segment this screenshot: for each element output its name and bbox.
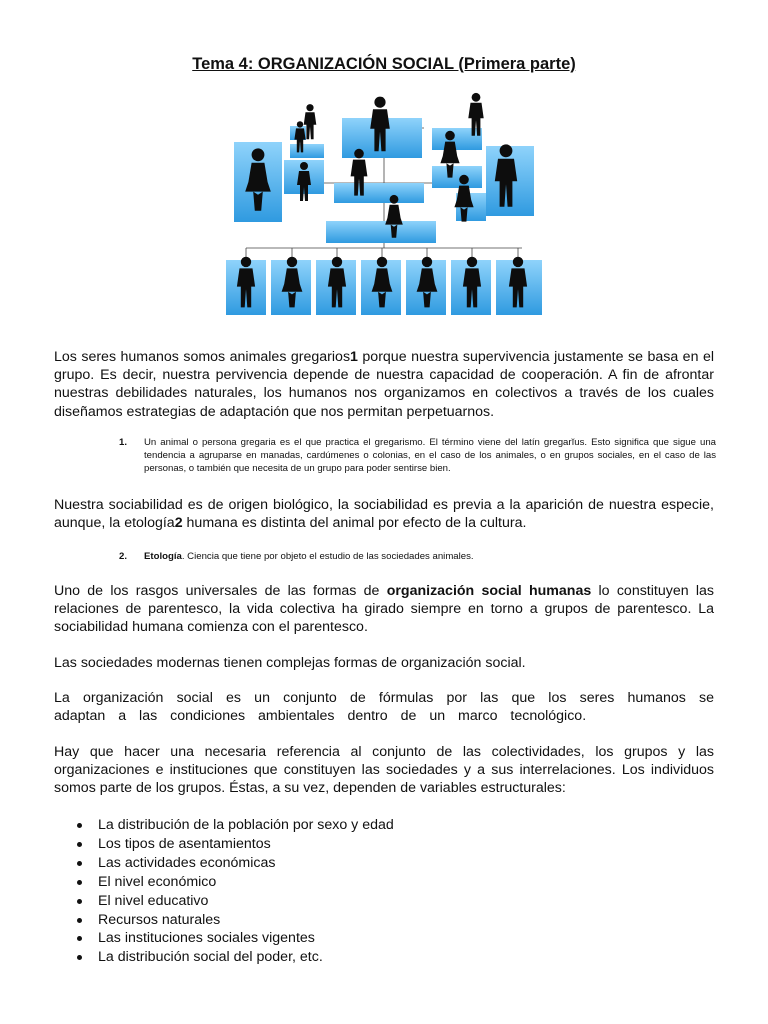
structural-variables-list bbox=[54, 816, 394, 967]
footnote-term: Etología bbox=[144, 551, 182, 562]
list-item: Los tipos de asentamientos bbox=[54, 835, 394, 854]
page-title: Tema 4: ORGANIZACIÓN SOCIAL (Primera parte) bbox=[192, 55, 576, 73]
paragraph-variables: Hay que hacer una necesaria referencia al conjunto de las colectividades, los grupos y las organizaciones e instituciones que constituyen las sociedades y a sus interrelaciones. Los individuos somos parte de los grupos. Éstas, a su vez, dependen de variables estructurales: bbox=[54, 744, 714, 797]
footnote-text: . Ciencia que tiene por objeto el estudio de las sociedades animales. bbox=[181, 551, 474, 562]
list-item: La distribución social del poder, etc. bbox=[54, 948, 394, 967]
list-item: Las actividades económicas bbox=[54, 854, 394, 873]
footnote-number: 1. bbox=[119, 437, 128, 448]
list-item: Las instituciones sociales vigentes bbox=[54, 929, 394, 948]
org-chart-illustration bbox=[204, 88, 564, 330]
paragraph-sociability: Nuestra sociabilidad es de origen biológico, la sociabilidad es previa a la aparición de nuestra especie, aunque, la etología2 humana es distinta del animal por efecto de la cultura. bbox=[54, 497, 714, 532]
paragraph-gregarious: Los seres humanos somos animales gregarios1 porque nuestra supervivencia justamente se basa en el grupo. Es decir, nuestra pervivencia depende de nuestra capacidad de cooperación. A fin de afrontar nuestras debilidades naturales, los humanos nos organizamos en colectivos a través de los cuales diseñamos estrategias de adaptación que nos permitan perpetuarnos. bbox=[54, 349, 714, 420]
list-item: El nivel económico bbox=[54, 873, 394, 892]
emphasis-social-organization: organización social humanas bbox=[386, 583, 592, 599]
footnote-ref-1: 1 bbox=[350, 349, 358, 365]
paragraph-kinship: Uno de los rasgos universales de las formas de organización social humanas lo constituyen las relaciones de parentesco, la vida colectiva ha girado siempre en torno a grupos de parentesco. La sociabilidad humana comienza con el parentesco. bbox=[54, 583, 714, 636]
footnote-text: Un animal o persona gregaria es el que practica el gregarismo. El término viene del latín gregarĭus. Esto significa que sigue una tendencia a agruparse en manadas, cardúmenes o colonias, en el caso de los animales, o en grupos sociales, en el caso de las personas, o también que necesita de un grupo para poder sentirse bien. bbox=[144, 437, 716, 474]
footnote-1 bbox=[121, 437, 716, 475]
footnote-ref-2: 2 bbox=[174, 515, 183, 532]
footnote-number: 2. bbox=[119, 551, 128, 562]
list-item: La distribución de la población por sexo y edad bbox=[54, 816, 394, 835]
paragraph-definition: La organización social es un conjunto de fórmulas por las que los seres humanos se adaptan a las condiciones ambientales dentro de un marco tecnológico. bbox=[54, 690, 714, 725]
footnote-2 bbox=[121, 551, 716, 564]
paragraph-modern-societies: Las sociedades modernas tienen complejas formas de organización social. bbox=[54, 655, 526, 671]
list-item: Recursos naturales bbox=[54, 911, 394, 930]
list-item: El nivel educativo bbox=[54, 892, 394, 911]
